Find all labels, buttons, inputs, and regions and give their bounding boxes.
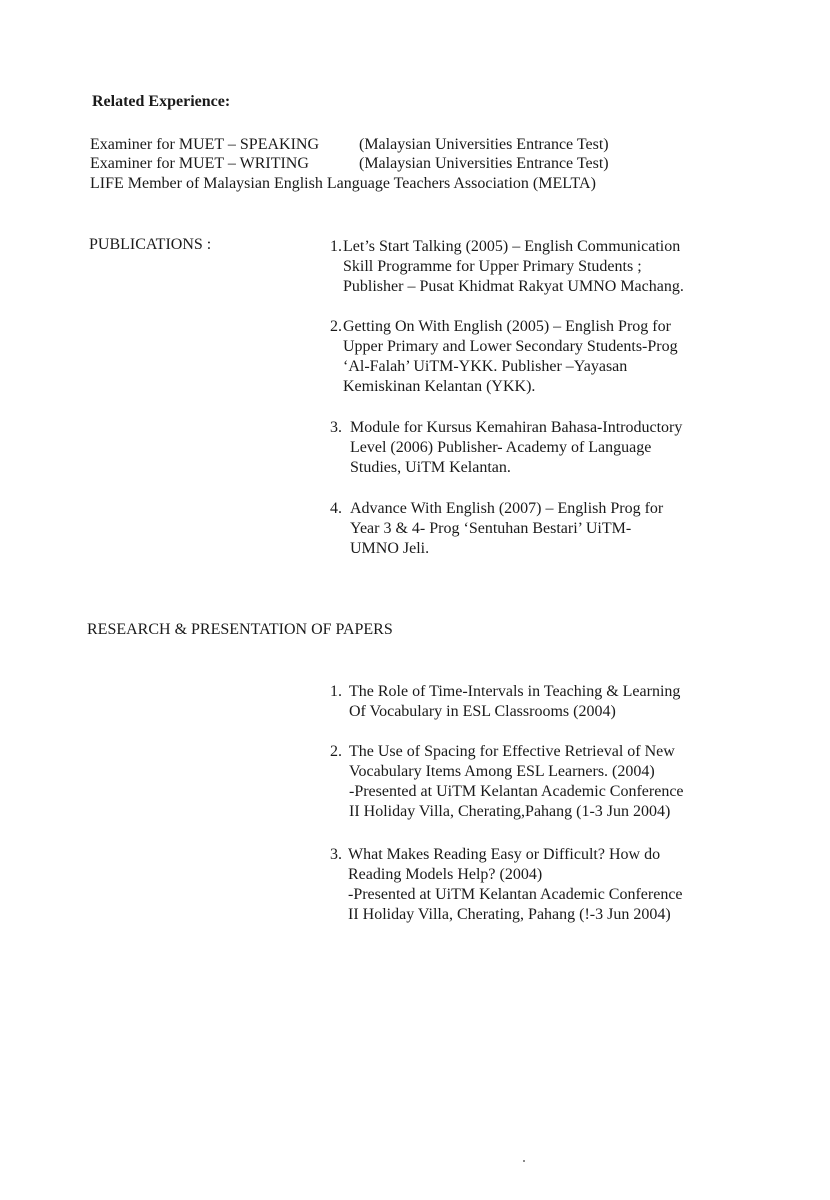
- item-line: Kemiskinan Kelantan (YKK).: [343, 378, 536, 395]
- item-line: Skill Programme for Upper Primary Students ;: [343, 258, 642, 275]
- list-number: 1.: [330, 238, 342, 255]
- list-number: 3.: [330, 419, 342, 436]
- item-line: Reading Models Help? (2004): [348, 866, 543, 883]
- item-line: Advance With English (2007) – English Prog for: [350, 500, 664, 517]
- list-number: 1.: [330, 683, 342, 700]
- item-line: II Holiday Villa, Cherating, Pahang (!-3 Jun 2004): [348, 906, 671, 923]
- item-line: Level (2006) Publisher- Academy of Language: [350, 439, 652, 456]
- item-line: Publisher – Pusat Khidmat Rakyat UMNO Machang.: [343, 278, 684, 295]
- item-line: ‘Al-Falah’ UiTM-YKK. Publisher –Yayasan: [343, 358, 628, 375]
- item-line: The Use of Spacing for Effective Retrieval of New: [349, 743, 675, 760]
- item-line: -Presented at UiTM Kelantan Academic Conference: [348, 886, 683, 903]
- item-line: Getting On With English (2005) – English Prog for: [343, 318, 671, 335]
- list-number: 2.: [330, 743, 342, 760]
- list-number: 3.: [330, 846, 342, 863]
- experience-line: Examiner for MUET – WRITING: [90, 155, 309, 172]
- item-line: Studies, UiTM Kelantan.: [350, 459, 511, 476]
- item-line: What Makes Reading Easy or Difficult? How do: [348, 846, 661, 863]
- experience-description: (Malaysian Universities Entrance Test): [359, 155, 609, 172]
- item-line: -Presented at UiTM Kelantan Academic Conference: [349, 783, 684, 800]
- item-line: The Role of Time-Intervals in Teaching & Learning: [349, 683, 681, 700]
- item-line: Upper Primary and Lower Secondary Students-Prog: [343, 338, 678, 355]
- list-number: 2.: [330, 318, 342, 335]
- item-line: Let’s Start Talking (2005) – English Communication: [343, 238, 681, 255]
- research-heading: RESEARCH & PRESENTATION OF PAPERS: [87, 621, 393, 638]
- experience-line: LIFE Member of Malaysian English Language Teachers Association (MELTA): [90, 175, 596, 192]
- item-line: Year 3 & 4- Prog ‘Sentuhan Bestari’ UiTM-: [350, 520, 632, 537]
- item-line: Of Vocabulary in ESL Classrooms (2004): [349, 703, 616, 720]
- related-experience-heading: Related Experience:: [92, 93, 231, 110]
- experience-line: Examiner for MUET – SPEAKING: [90, 136, 320, 153]
- experience-description: (Malaysian Universities Entrance Test): [359, 136, 609, 153]
- scan-speck: [523, 1160, 525, 1162]
- item-line: II Holiday Villa, Cherating,Pahang (1-3 Jun 2004): [349, 803, 671, 820]
- list-number: 4.: [330, 500, 342, 517]
- item-line: UMNO Jeli.: [350, 540, 430, 557]
- item-line: Vocabulary Items Among ESL Learners. (2004): [349, 763, 655, 780]
- item-line: Module for Kursus Kemahiran Bahasa-Introductory: [350, 419, 683, 436]
- publications-heading: PUBLICATIONS :: [89, 236, 212, 253]
